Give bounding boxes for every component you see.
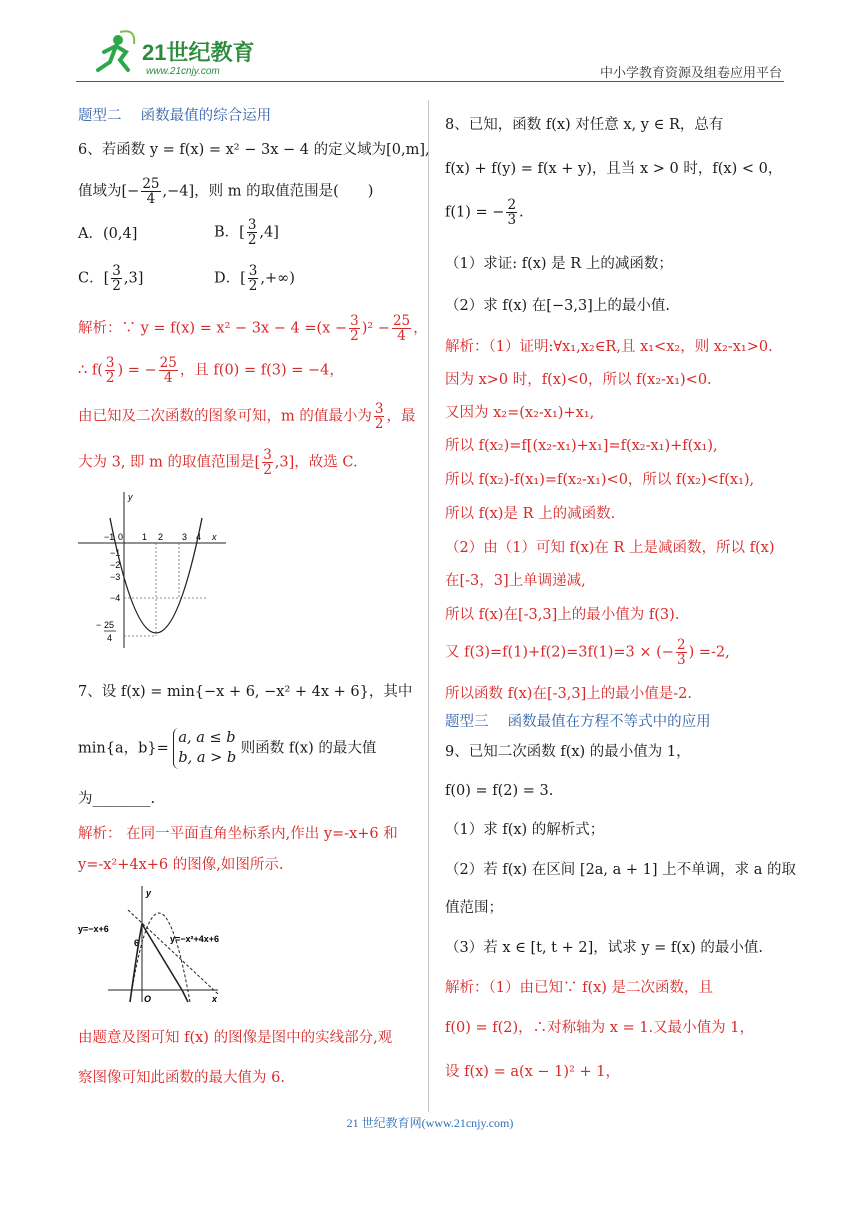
q9-line1: 9、已知二次函数 f(x) 的最小值为 1， xyxy=(445,744,691,760)
graph2-six: 6 xyxy=(134,938,140,948)
q9-line2: f(0) = f(2) = 3. xyxy=(445,783,554,799)
graph2-min-function xyxy=(78,884,258,1014)
sol8-line10: 又 f(3)=f(1)+f(2)=3f(1)=3 × (− $\frac{2}{3}$ ) =-2, xyxy=(445,637,730,669)
column-divider xyxy=(428,100,429,1112)
q8-line3: f(1) = − $\frac{2}{3}$ . xyxy=(445,197,524,229)
graph1-tick-x: 1 xyxy=(142,532,148,542)
logo xyxy=(90,30,260,80)
graph2-line-label: y=−x+6 xyxy=(78,924,109,934)
q9-part3: （3）若 x ∈ [t, t + 2]，试求 y = f(x) 的最小值. xyxy=(445,940,763,956)
sol8-line9: 所以 f(x)在[-3,3]上的最小值为 f(3). xyxy=(445,607,680,623)
q7-line3: 为________. xyxy=(78,791,156,807)
logo-url: www.21cnjy.com xyxy=(146,66,220,77)
sol6-line3: 由已知及二次函数的图象可知，m 的值最小为 $\frac{3}{2}$ ，最 xyxy=(78,401,416,433)
q8-line1: 8、已知，函数 f(x) 对任意 x, y ∈ R，总有 xyxy=(445,117,724,133)
graph1-tick-y: −4 xyxy=(110,593,121,603)
sol8-line5: 所以 f(x₂)-f(x₁)=f(x₂-x₁)<0，所以 f(x₂)<f(x₁), xyxy=(445,472,755,488)
graph2-parabola-label: y=−x²+4x+6 xyxy=(170,934,220,944)
sol6-line1: 解析：∵ y = f(x) = x² − 3x − 4 =(x − $\frac{3}{2}$ )² − $\frac{25}{4}$ ， xyxy=(78,313,428,345)
graph2-y-label: y xyxy=(146,888,152,898)
graph1-tick-x: 3 xyxy=(182,532,188,542)
section-title-3: 题型三 函数最值在方程不等式中的应用 xyxy=(445,714,711,730)
graph1-x-label: x xyxy=(212,532,217,542)
logo-text: 21世纪教育 xyxy=(142,40,255,65)
q6-option-b: B．[ $\frac{3}{2}$ ,4] xyxy=(214,217,279,249)
sol7-line1: 解析： 在同一平面直角坐标系内,作出 y=-x+6 和 xyxy=(78,826,398,842)
q6-option-a: A．(0,4] xyxy=(78,226,138,242)
platform-title: 中小学教育资源及组卷应用平台 xyxy=(599,66,782,81)
q6-option-d: D．[ $\frac{3}{2}$ ,+∞) xyxy=(214,263,295,295)
q8-part1: （1）求证: f(x) 是 R 上的减函数； xyxy=(445,256,673,272)
graph1-tick-x: −1 xyxy=(104,532,115,542)
q8-line2: f(x) + f(y) = f(x + y)，且当 x > 0 时，f(x) < 0， xyxy=(445,161,783,177)
q7-line2: min{a，b}= a, a ≤ b b, a > b 则函数 f(x) 的最大值 xyxy=(78,728,376,769)
sol8-line2: 因为 x>0 时，f(x)<0，所以 f(x₂-x₁)<0. xyxy=(445,372,712,388)
sol7-line2: y=-x²+4x+6 的图像,如图所示. xyxy=(78,857,284,873)
q9-part2-cont: 值范围； xyxy=(445,900,503,916)
graph1-tick-y: −1 xyxy=(110,548,121,558)
graph1-label-num: 25 xyxy=(104,620,115,630)
sol7-line4: 察图像可知此函数的最大值为 6. xyxy=(78,1070,285,1086)
sol8-line3: 又因为 x₂=(x₂-x₁)+x₁, xyxy=(445,405,595,421)
q6-option-c: C．[ $\frac{3}{2}$ ,3] xyxy=(78,263,144,295)
sol8-line11: 所以函数 f(x)在[-3,3]上的最小值是-2. xyxy=(445,686,692,702)
sol8-line6: 所以 f(x)是 R 上的减函数. xyxy=(445,506,616,522)
footer-link[interactable]: 21 世纪教育网(www.21cnjy.com) xyxy=(346,1116,514,1130)
sol9-line3: 设 f(x) = a(x − 1)² + 1， xyxy=(445,1064,620,1080)
graph1-tick-y: −3 xyxy=(110,572,121,582)
graph2-origin: O xyxy=(144,994,152,1004)
q8-part2: （2）求 f(x) 在[−3,3]上的最小值. xyxy=(445,298,670,314)
section-title-2: 题型二 函数最值的综合运用 xyxy=(78,108,272,124)
graph1-label-den: 4 xyxy=(107,633,113,643)
header-rule xyxy=(76,81,784,82)
q9-part1: （1）求 f(x) 的解析式； xyxy=(445,822,605,838)
q9-part2: （2）若 f(x) 在区间 [2a, a + 1] 上不单调，求 a 的取 xyxy=(445,862,797,878)
graph1-tick-x: 2 xyxy=(158,532,164,542)
sol6-line4: 大为 3, 即 m 的取值范围是[ $\frac{3}{2}$ ,3]，故选 C. xyxy=(78,447,358,479)
sol8-line4: 所以 f(x₂)=f[(x₂-x₁)+x₁]=f(x₂-x₁)+f(x₁), xyxy=(445,438,718,454)
graph1-tick-x: 4 xyxy=(196,532,202,542)
graph2-x-label: x xyxy=(212,994,218,1004)
sol9-line1: 解析：（1）由已知∵ f(x) 是二次函数，且 xyxy=(445,980,714,996)
graph1-parabola xyxy=(78,490,228,655)
sol6-line2: ∴ f( $\frac{3}{2}$ ) = − $\frac{25}{4}$ ，且 f(0) = f(3) = −4， xyxy=(78,355,344,387)
graph1-tick-y: −2 xyxy=(110,560,121,570)
q6-line2: 值域为[− $\frac{25}{4}$ ,−4]，则 m 的取值范围是( ) xyxy=(78,176,374,208)
q6-line1: 6、若函数 y = f(x) = x² − 3x − 4 的定义域为[0,m], xyxy=(78,142,430,158)
q7-line1: 7、设 f(x) = min{−x + 6, −x² + 4x + 6}，其中 xyxy=(78,684,413,700)
sol9-line2: f(0) = f(2)，∴对称轴为 x = 1.又最小值为 1， xyxy=(445,1020,755,1036)
graph1-tick-x: 0 xyxy=(118,532,124,542)
graph1-label-minus: − xyxy=(96,620,102,630)
sol8-line1: 解析：（1）证明:∀x₁,x₂∈R,且 x₁<x₂，则 x₂-x₁>0. xyxy=(445,339,773,355)
runner-logo-icon xyxy=(98,31,134,70)
graph1-y-label: y xyxy=(128,492,133,502)
sol7-line3: 由题意及图可知 f(x) 的图像是图中的实线部分,观 xyxy=(78,1030,393,1046)
sol8-line7: （2）由（1）可知 f(x)在 R 上是减函数，所以 f(x) xyxy=(445,540,775,556)
sol8-line8: 在[-3，3]上单调递减, xyxy=(445,573,586,589)
